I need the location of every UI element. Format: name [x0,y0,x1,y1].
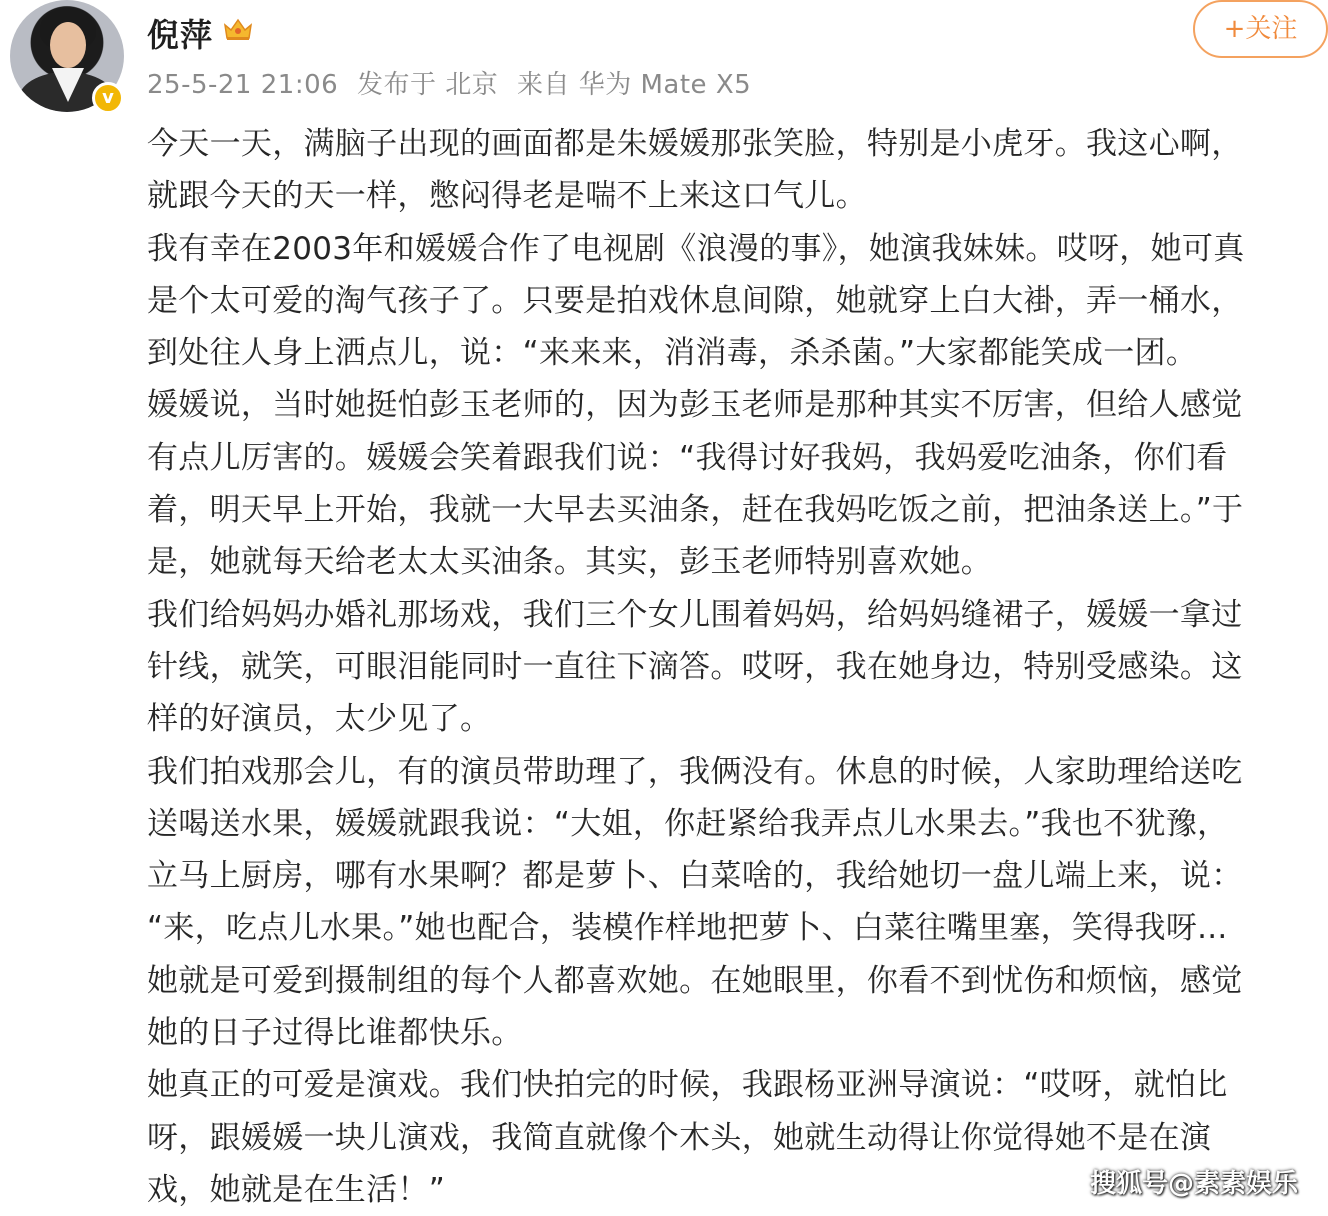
post-line: 今天一天，满脑子出现的画面都是朱媛媛那张笑脸，特别是小虎牙。我这心啊， [147,126,1243,162]
post-location: 发布于 北京 [356,70,499,100]
avatar-face [50,22,86,68]
post-line: 就跟今天的天一样，憋闷得老是喘不上来这口气儿。 [147,178,867,215]
post-line: 她真正的可爱是演戏。我们快拍完的时候，我跟杨亚洲导演说：“哎呀，就怕比 [147,1067,1228,1104]
crown-icon [222,16,254,42]
post-line: 有点儿厉害的。媛媛会笑着跟我们说：“我得讨好我妈，我妈爱吃油条，你们看 [147,439,1228,476]
post-line: 是个太可爱的淘气孩子了。只要是拍戏休息间隙，她就穿上白大褂，弄一桶水， [147,282,1243,319]
post-line: 我们给妈妈办婚礼那场戏，我们三个女儿围着妈妈，给妈妈缝裙子，媛媛一拿过 [147,596,1243,633]
post-line: 呀，跟媛媛一块儿演戏，我简直就像个木头，她就生动得让你觉得她不是在演 [147,1119,1212,1156]
post-line: 送喝送水果，媛媛就跟我说：“大姐，你赶紧给我弄点儿水果去。”我也不犹豫， [147,805,1229,842]
post-line: 我有幸在2003年和媛媛合作了电视剧《浪漫的事》，她演我妹妹。哎呀，她可真 [147,230,1245,267]
post-line: 到处往人身上洒点儿，说：“来来来，消消毒，杀杀菌。”大家都能笑成一团。 [147,335,1198,372]
post-line: 媛媛说，当时她挺怕彭玉老师的，因为彭玉老师是那种其实不厉害，但给人感觉 [147,387,1243,424]
follow-button[interactable]: +关注 [1193,0,1328,58]
post-line: 戏，她就是在生活！” [147,1171,446,1208]
post-body [147,118,1322,1216]
post-line: 我们拍戏那会儿，有的演员带助理了，我俩没有。休息的时候，人家助理给送吃 [147,753,1243,790]
post-line: 她的日子过得比谁都快乐。 [147,1015,523,1052]
post-line: 着，明天早上开始，我就一大早去买油条，赶在我妈吃饭之前，把油条送上。”于 [147,492,1244,529]
post-line: 是，她就每天给老太太买油条。其实，彭玉老师特别喜欢她。 [147,544,993,581]
verified-v-icon: v [92,82,124,114]
post-line: “来，吃点儿水果。”她也配合，装模作样地把萝卜、白菜往嘴里塞，笑得我呀... [147,910,1228,947]
post-line: 她就是可爱到摄制组的每个人都喜欢她。在她眼里，你看不到忧伤和烦恼，感觉 [147,962,1243,999]
post-line: 样的好演员，太少见了。 [147,701,492,738]
author-name[interactable]: 倪萍 [147,16,214,54]
post-meta [147,64,761,101]
post-datetime: 25-5-21 21:06 [147,70,339,100]
post-device: 来自 华为 Mate X5 [516,70,752,100]
watermark: 搜狐号@素素娱乐 [1089,1169,1298,1199]
post-line: 针线，就笑，可眼泪能同时一直往下滴答。哎呀，我在她身边，特别受感染。这 [147,648,1243,685]
post-line: 立马上厨房，哪有水果啊？都是萝卜、白菜啥的，我给她切一盘儿端上来，说： [147,858,1243,895]
